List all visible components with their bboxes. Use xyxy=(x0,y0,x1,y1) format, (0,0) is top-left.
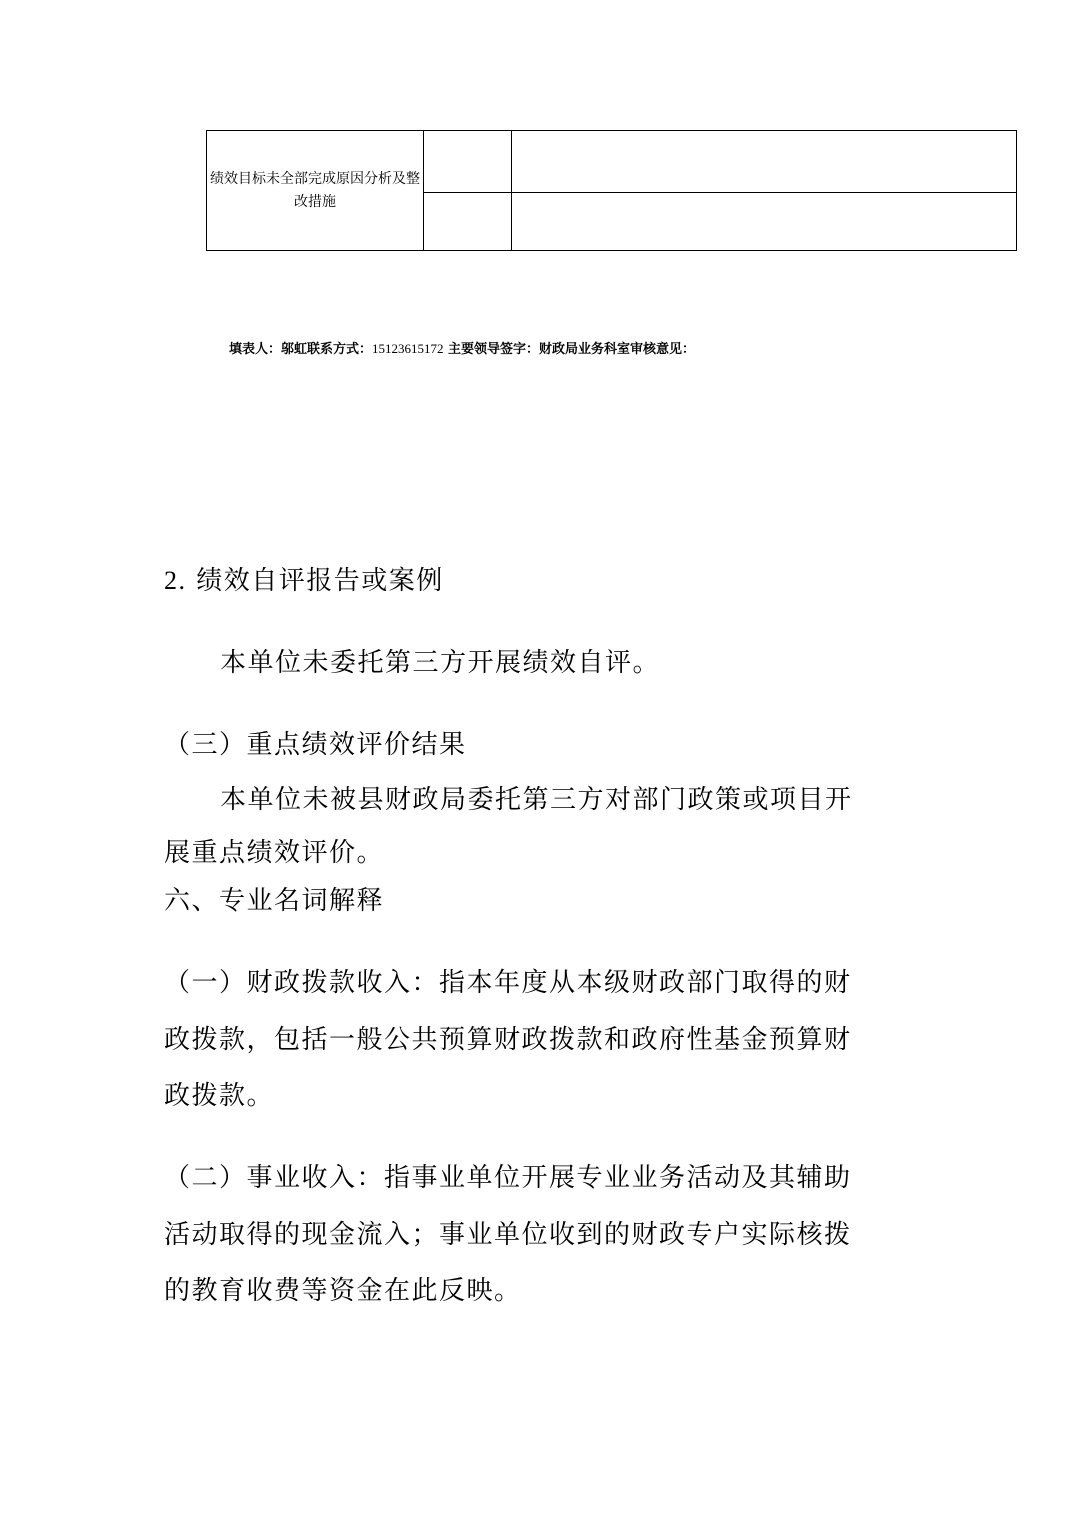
section-heading-terms: 六、专业名词解释 xyxy=(164,886,385,916)
signature-suffix: 主要领导签字：财政局业务科室审核意见： xyxy=(443,342,696,357)
table-cell-empty xyxy=(512,193,1017,251)
table-cell-empty xyxy=(424,131,512,193)
section-heading-key-eval: （三）重点绩效评价结果 xyxy=(164,730,467,760)
term-fiscal-appropriation-line: 政拨款。 xyxy=(164,1081,275,1111)
term-business-income-line: 的教育收费等资金在此反映。 xyxy=(164,1276,522,1306)
unfinished-goals-label: 绩效目标未全部完成原因分析及整改措施 xyxy=(207,131,424,251)
term-business-income-line: 活动取得的现金流入；事业单位收到的财政专户实际核拨 xyxy=(164,1220,852,1250)
paragraph-key-eval-line: 本单位未被县财政局委托第三方对部门政策或项目开 xyxy=(220,785,853,815)
paragraph-key-eval-line: 展重点绩效评价。 xyxy=(164,838,385,868)
term-business-income-line: （二）事业收入：指事业单位开展专业业务活动及其辅助 xyxy=(164,1163,852,1193)
table-cell-empty xyxy=(424,193,512,251)
signature-prefix: 填表人：邬虹联系方式： xyxy=(229,342,373,357)
table-cell-empty xyxy=(512,131,1017,193)
term-fiscal-appropriation-line: 政拨款，包括一般公共预算财政拨款和政府性基金预算财 xyxy=(164,1025,852,1055)
contact-phone: 15123615172 xyxy=(372,341,444,356)
table-row xyxy=(207,131,1017,193)
term-fiscal-appropriation-line: （一）财政拨款收入：指本年度从本级财政部门取得的财 xyxy=(164,968,852,998)
section-heading-self-eval xyxy=(164,560,904,597)
performance-table xyxy=(206,130,1017,251)
section-number: 2. xyxy=(164,566,187,595)
paragraph-self-eval: 本单位未委托第三方开展绩效自评。 xyxy=(220,648,661,678)
section-title: 绩效自评报告或案例 xyxy=(186,566,444,596)
signature-line xyxy=(229,338,695,357)
